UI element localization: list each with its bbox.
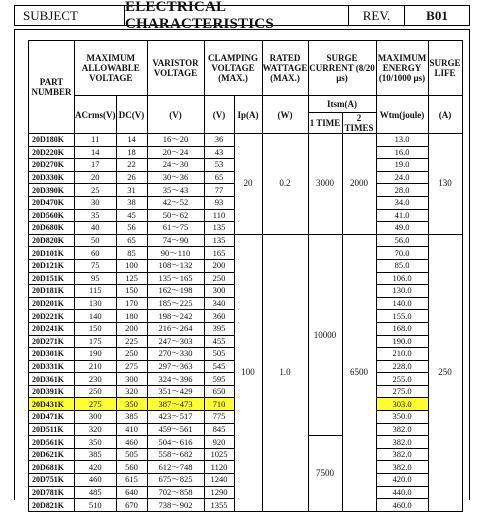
ac-rms-cell: 210 [75, 360, 117, 373]
varistor-voltage-cell: 42～52 [147, 196, 204, 209]
part-number-cell: 20D431K [29, 398, 75, 411]
max-energy-cell: 34.0 [376, 196, 428, 209]
max-allowable-voltage-header: MAXIMUM ALLOWABLE VOLTAGE [75, 41, 148, 96]
part-number-cell: 20D330K [29, 171, 75, 184]
clamping-voltage-cell: 1240 [204, 474, 234, 487]
dc-cell: 460 [116, 436, 147, 449]
part-number-cell: 20D390K [29, 184, 75, 197]
part-number-cell: 20D201K [29, 297, 75, 310]
clamping-voltage-cell: 455 [204, 335, 234, 348]
energy-unit-header: Wtm(joule) [376, 96, 428, 134]
clamping-voltage-cell: 545 [204, 360, 234, 373]
varistor-voltage-cell: 135～165 [147, 272, 204, 285]
varistor-voltage-cell: 247～303 [147, 335, 204, 348]
dc-cell: 38 [116, 196, 147, 209]
part-number-cell: 20D220K [29, 146, 75, 159]
surge-two-times-cell: 6500 [342, 234, 376, 511]
ac-rms-cell: 17 [75, 159, 117, 172]
max-energy-cell: 70.0 [376, 247, 428, 260]
varistor-voltage-cell: 30～36 [147, 171, 204, 184]
ac-rms-cell: 50 [75, 234, 117, 247]
varistor-voltage-cell: 20～24 [147, 146, 204, 159]
surge-one-time-cell: 3000 [308, 134, 342, 235]
part-number-cell: 20D561K [29, 436, 75, 449]
clamping-voltage-cell: 93 [204, 196, 234, 209]
table-row [29, 234, 463, 247]
ac-rms-cell: 140 [75, 310, 117, 323]
part-number-cell: 20D221K [29, 310, 75, 323]
varistor-voltage-cell: 216～264 [147, 322, 204, 335]
ac-rms-cell: 385 [75, 448, 117, 461]
max-energy-cell: 350.0 [376, 411, 428, 424]
dc-cell: 45 [116, 209, 147, 222]
ac-rms-cell: 35 [75, 209, 117, 222]
dc-cell: 350 [116, 398, 147, 411]
clamping-voltage-cell: 595 [204, 373, 234, 386]
clamping-voltage-cell: 165 [204, 247, 234, 260]
varistor-voltage-cell: 351～429 [147, 385, 204, 398]
dc-cell: 26 [116, 171, 147, 184]
max-energy-cell: 19.0 [376, 159, 428, 172]
max-energy-cell: 85.0 [376, 259, 428, 272]
table-body [29, 134, 463, 512]
varistor-voltage-cell: 24～30 [147, 159, 204, 172]
varistor-voltage-cell: 162～198 [147, 285, 204, 298]
ac-rms-cell: 40 [75, 222, 117, 235]
dc-cell: 100 [116, 259, 147, 272]
ac-rms-cell: 25 [75, 184, 117, 197]
part-number-cell: 20D391K [29, 385, 75, 398]
part-number-cell: 20D751K [29, 474, 75, 487]
ip-header: Ip(A) [234, 96, 262, 134]
clamping-voltage-cell: 135 [204, 222, 234, 235]
document-title: ELECTRICAL CHARACTERISTICS [125, 6, 349, 25]
dc-cell: 170 [116, 297, 147, 310]
dc-cell: 300 [116, 373, 147, 386]
part-number-header: PART NUMBER [29, 41, 75, 134]
ip-cell: 100 [234, 234, 262, 511]
wattage-unit-header: (W) [262, 96, 308, 134]
part-number-cell: 20D301K [29, 348, 75, 361]
dc-cell: 14 [116, 134, 147, 147]
clamping-voltage-cell: 505 [204, 348, 234, 361]
ip-cell: 20 [234, 134, 262, 235]
rev-code: B01 [426, 7, 448, 23]
part-number-cell: 20D181K [29, 285, 75, 298]
clamping-voltage-cell: 200 [204, 259, 234, 272]
max-energy-cell: 56.0 [376, 234, 428, 247]
part-number-cell: 20D471K [29, 411, 75, 424]
dc-cell: 65 [116, 234, 147, 247]
varistor-voltage-cell: 612～748 [147, 461, 204, 474]
max-energy-header: MAXIMUM ENERGY (10/1000 μs) [376, 41, 428, 96]
varistor-voltage-cell: 297～363 [147, 360, 204, 373]
ac-rms-cell: 95 [75, 272, 117, 285]
clamping-voltage-cell: 65 [204, 171, 234, 184]
max-energy-cell: 228.0 [376, 360, 428, 373]
dc-cell: 670 [116, 499, 147, 512]
dc-cell: 200 [116, 322, 147, 335]
surge-one-time-cell: 7500 [308, 436, 342, 512]
rev-label: REV. [349, 6, 405, 25]
max-energy-cell: 420.0 [376, 474, 428, 487]
clamping-voltage-header: CLAMPING VOLTAGE (MAX.) [204, 41, 262, 96]
clamping-voltage-cell: 1355 [204, 499, 234, 512]
clamping-voltage-cell: 395 [204, 322, 234, 335]
dc-cell: 410 [116, 423, 147, 436]
surge-life-cell: 130 [428, 134, 462, 235]
clamping-voltage-cell: 250 [204, 272, 234, 285]
part-number-cell: 20D361K [29, 373, 75, 386]
ac-rms-cell: 275 [75, 398, 117, 411]
wattage-cell: 0.2 [262, 134, 308, 235]
varistor-voltage-cell: 61～75 [147, 222, 204, 235]
varistor-voltage-header: VARISTOR VOLTAGE [147, 41, 204, 96]
part-number-cell: 20D680K [29, 222, 75, 235]
clamping-voltage-cell: 1120 [204, 461, 234, 474]
max-energy-cell: 130.0 [376, 285, 428, 298]
max-energy-cell: 16.0 [376, 146, 428, 159]
varistor-voltage-cell: 198～242 [147, 310, 204, 323]
rated-wattage-header: RATED WATTAGE (MAX.) [262, 41, 308, 96]
part-number-cell: 20D511K [29, 423, 75, 436]
clamping-voltage-cell: 36 [204, 134, 234, 147]
ac-rms-cell: 11 [75, 134, 117, 147]
table-row [29, 134, 463, 147]
max-energy-cell: 24.0 [376, 171, 428, 184]
clamping-voltage-cell: 110 [204, 209, 234, 222]
clamping-voltage-cell: 340 [204, 297, 234, 310]
varistor-voltage-cell: 423～517 [147, 411, 204, 424]
dc-cell: 385 [116, 411, 147, 424]
dc-cell: 22 [116, 159, 147, 172]
dc-cell: 615 [116, 474, 147, 487]
ac-rms-cell: 230 [75, 373, 117, 386]
varistor-voltage-cell: 504～616 [147, 436, 204, 449]
varistor-unit-header: (V) [147, 96, 204, 134]
max-energy-cell: 13.0 [376, 134, 428, 147]
max-energy-cell: 255.0 [376, 373, 428, 386]
varistor-voltage-cell: 459～561 [147, 423, 204, 436]
part-number-cell: 20D820K [29, 234, 75, 247]
part-number-cell: 20D121K [29, 259, 75, 272]
part-number-cell: 20D560K [29, 209, 75, 222]
varistor-voltage-cell: 35～43 [147, 184, 204, 197]
ac-rms-cell: 320 [75, 423, 117, 436]
dc-cell: 640 [116, 486, 147, 499]
ac-rms-cell: 420 [75, 461, 117, 474]
ac-rms-cell: 150 [75, 322, 117, 335]
wattage-cell: 1.0 [262, 234, 308, 511]
part-number-cell: 20D821K [29, 499, 75, 512]
subject-label: SUBJECT [15, 6, 125, 25]
surge-current-header: SURGE CURRENT (8/20 μs) [308, 41, 376, 96]
max-energy-cell: 190.0 [376, 335, 428, 348]
title-bar [14, 0, 470, 32]
part-number-cell: 20D151K [29, 272, 75, 285]
max-energy-cell: 440.0 [376, 486, 428, 499]
ac-rms-cell: 75 [75, 259, 117, 272]
varistor-voltage-cell: 324～396 [147, 373, 204, 386]
ac-rms-cell: 20 [75, 171, 117, 184]
dc-cell: 560 [116, 461, 147, 474]
clamping-voltage-cell: 775 [204, 411, 234, 424]
max-energy-cell: 382.0 [376, 448, 428, 461]
dc-cell: 275 [116, 360, 147, 373]
varistor-voltage-cell: 270～330 [147, 348, 204, 361]
varistor-voltage-cell: 387～473 [147, 398, 204, 411]
ac-rms-cell: 510 [75, 499, 117, 512]
surge-life-unit-header: (A) [428, 96, 462, 134]
surge-two-times-cell: 2000 [342, 134, 376, 235]
ac-rms-cell: 190 [75, 348, 117, 361]
part-number-cell: 20D101K [29, 247, 75, 260]
max-energy-cell: 106.0 [376, 272, 428, 285]
surge-life-cell: 250 [428, 234, 462, 511]
ac-rms-cell: 130 [75, 297, 117, 310]
ac-rms-cell: 250 [75, 385, 117, 398]
dc-cell: 56 [116, 222, 147, 235]
clamping-voltage-cell: 650 [204, 385, 234, 398]
clamping-voltage-cell: 43 [204, 146, 234, 159]
max-energy-cell: 41.0 [376, 209, 428, 222]
part-number-cell: 20D681K [29, 461, 75, 474]
part-number-cell: 20D781K [29, 486, 75, 499]
dc-cell: 85 [116, 247, 147, 260]
varistor-voltage-cell: 50～62 [147, 209, 204, 222]
clamping-voltage-cell: 1025 [204, 448, 234, 461]
surge-one-time-cell: 10000 [308, 234, 342, 436]
varistor-voltage-cell: 702～858 [147, 486, 204, 499]
varistor-voltage-cell: 738～902 [147, 499, 204, 512]
max-energy-cell: 382.0 [376, 436, 428, 449]
dc-cell: 250 [116, 348, 147, 361]
dc-cell: 225 [116, 335, 147, 348]
dc-cell: 31 [116, 184, 147, 197]
ac-rms-cell: 14 [75, 146, 117, 159]
clamping-voltage-cell: 710 [204, 398, 234, 411]
clamping-voltage-cell: 300 [204, 285, 234, 298]
clamping-voltage-cell: 845 [204, 423, 234, 436]
clamp-voltage-unit-header: (V) [204, 96, 234, 134]
part-number-cell: 20D241K [29, 322, 75, 335]
part-number-cell: 20D470K [29, 196, 75, 209]
varistor-voltage-cell: 108～132 [147, 259, 204, 272]
clamping-voltage-cell: 77 [204, 184, 234, 197]
ac-rms-header: ACrms(V) [75, 96, 117, 134]
clamping-voltage-cell: 920 [204, 436, 234, 449]
two-times-header: 2 TIMES [342, 113, 376, 134]
max-energy-cell: 140.0 [376, 297, 428, 310]
dc-cell: 125 [116, 272, 147, 285]
part-number-cell: 20D621K [29, 448, 75, 461]
dc-cell: 320 [116, 385, 147, 398]
itsm-header: Itsm(A) [308, 96, 376, 113]
max-energy-cell: 155.0 [376, 310, 428, 323]
one-time-header: 1 TIME [308, 113, 342, 134]
max-energy-cell: 382.0 [376, 423, 428, 436]
surge-life-header: SURGE LIFE [428, 41, 462, 96]
max-energy-cell: 210.0 [376, 348, 428, 361]
max-energy-cell: 460.0 [376, 499, 428, 512]
ac-rms-cell: 300 [75, 411, 117, 424]
clamping-voltage-cell: 135 [204, 234, 234, 247]
varistor-voltage-cell: 675～825 [147, 474, 204, 487]
ac-rms-cell: 115 [75, 285, 117, 298]
part-number-cell: 20D331K [29, 360, 75, 373]
part-number-cell: 20D270K [29, 159, 75, 172]
ac-rms-cell: 460 [75, 474, 117, 487]
dc-cell: 180 [116, 310, 147, 323]
varistor-voltage-cell: 558～682 [147, 448, 204, 461]
max-energy-cell: 28.0 [376, 184, 428, 197]
varistor-voltage-cell: 185～225 [147, 297, 204, 310]
dc-cell: 18 [116, 146, 147, 159]
varistor-voltage-cell: 90～110 [147, 247, 204, 260]
electrical-characteristics-table [28, 40, 463, 512]
dc-cell: 150 [116, 285, 147, 298]
clamping-voltage-cell: 53 [204, 159, 234, 172]
ac-rms-cell: 60 [75, 247, 117, 260]
ac-rms-cell: 175 [75, 335, 117, 348]
ac-rms-cell: 30 [75, 196, 117, 209]
max-energy-cell: 49.0 [376, 222, 428, 235]
max-energy-cell: 382.0 [376, 461, 428, 474]
dc-cell: 505 [116, 448, 147, 461]
part-number-cell: 20D180K [29, 134, 75, 147]
max-energy-cell: 303.0 [376, 398, 428, 411]
clamping-voltage-cell: 1290 [204, 486, 234, 499]
part-number-cell: 20D271K [29, 335, 75, 348]
ac-rms-cell: 485 [75, 486, 117, 499]
max-energy-cell: 168.0 [376, 322, 428, 335]
varistor-voltage-cell: 74～90 [147, 234, 204, 247]
dc-header: DC(V) [116, 96, 147, 134]
clamping-voltage-cell: 360 [204, 310, 234, 323]
max-energy-cell: 275.0 [376, 385, 428, 398]
ac-rms-cell: 350 [75, 436, 117, 449]
varistor-voltage-cell: 16～20 [147, 134, 204, 147]
